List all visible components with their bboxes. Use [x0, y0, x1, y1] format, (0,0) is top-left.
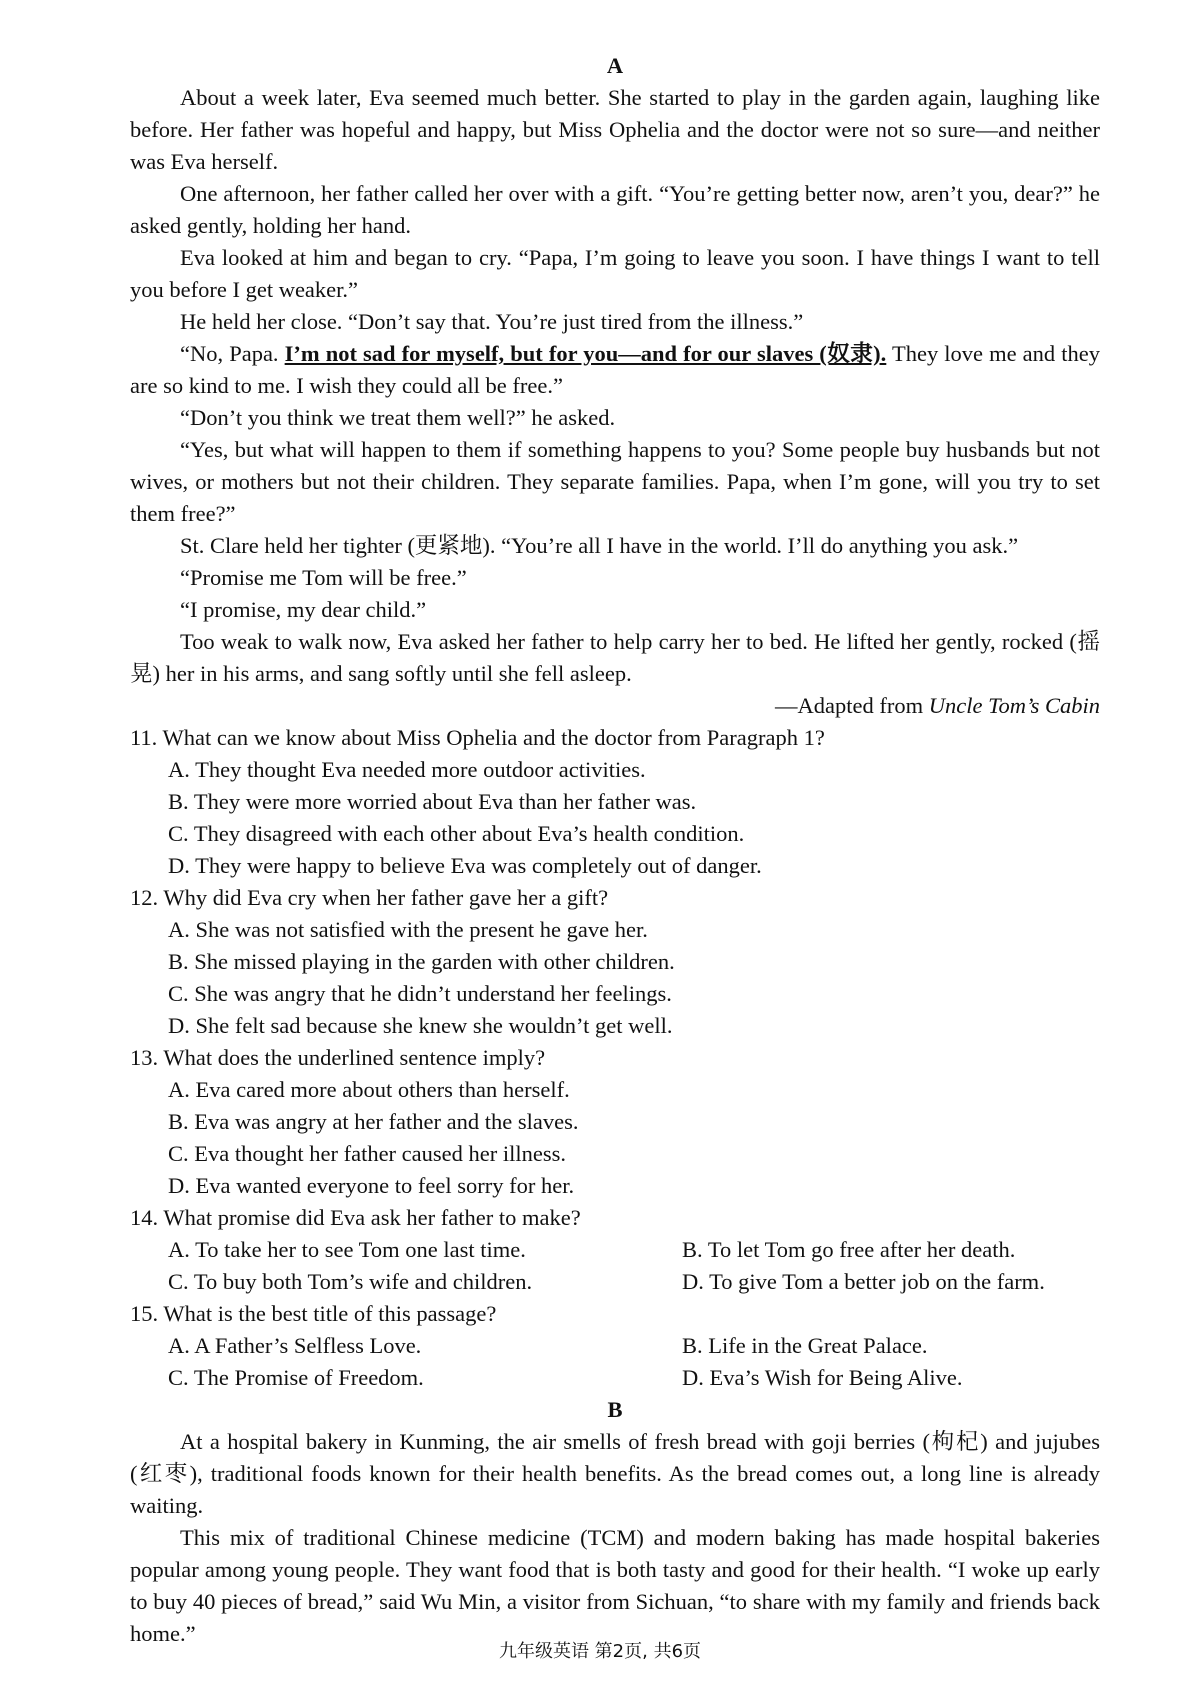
- question-12-option-b: B. She missed playing in the garden with other children.: [168, 949, 675, 974]
- passage-b-paragraph-1: At a hospital bakery in Kunming, the air smells of fresh bread with goji berries (枸杞) and jujubes (红枣), traditional foods known for their health benefits. As the bread comes out, a long line is already waiting.: [130, 1429, 1100, 1518]
- question-14-stem: 14. What promise did Eva ask her father to make?: [130, 1205, 581, 1230]
- question-12-option-c: C. She was angry that he didn’t understand her feelings.: [168, 981, 672, 1006]
- underlined-sentence: I’m not sad for myself, but for you—and for our slaves (奴隶).: [284, 341, 887, 366]
- question-14-options-row-2: [130, 1266, 1100, 1298]
- passage-a-paragraph-5: [130, 338, 1100, 402]
- question-13-option-b: B. Eva was angry at her father and the slaves.: [168, 1109, 579, 1134]
- passage-a-paragraph-7: “Yes, but what will happen to them if something happens to you? Some people buy husbands but not wives, or mothers but not their children. They separate families. Papa, when I’m gone, will you try to set them free?”: [130, 437, 1100, 526]
- question-15-options-row-2: [130, 1362, 1100, 1394]
- question-13-option-d: D. Eva wanted everyone to feel sorry for her.: [168, 1173, 575, 1198]
- question-15-option-b: B. Life in the Great Palace.: [682, 1333, 928, 1358]
- passage-a-paragraph-1: About a week later, Eva seemed much better. She started to play in the garden again, laughing like before. Her father was hopeful and happy, but Miss Ophelia and the doctor were not so sure—and neither was Eva herself.: [130, 85, 1100, 174]
- question-11-option-a: A. They thought Eva needed more outdoor activities.: [168, 757, 646, 782]
- section-a-title: A: [606, 53, 624, 78]
- question-11-stem: 11. What can we know about Miss Ophelia and the doctor from Paragraph 1?: [130, 725, 825, 750]
- question-13-option-c: C. Eva thought her father caused her illness.: [168, 1141, 567, 1166]
- question-14-option-c: C. To buy both Tom’s wife and children.: [168, 1269, 533, 1294]
- question-15-option-c: C. The Promise of Freedom.: [168, 1365, 424, 1390]
- question-15-option-a: A. A Father’s Selfless Love.: [168, 1333, 422, 1358]
- passage-a-paragraph-4: He held her close. “Don’t say that. You’re just tired from the illness.”: [180, 309, 804, 334]
- passage-a-paragraph-2: One afternoon, her father called her over with a gift. “You’re getting better now, aren’t you, dear?” he asked gently, holding her hand.: [130, 181, 1100, 238]
- question-11-option-c: C. They disagreed with each other about Eva’s health condition.: [168, 821, 745, 846]
- paragraph-5-end: They love me and they are so kind to me. I wish they could all be free.”: [130, 341, 1100, 398]
- paragraph-5-start: “No, Papa.: [180, 341, 285, 366]
- source-book-title: Uncle Tom’s Cabin: [928, 693, 1100, 718]
- question-14-option-a: A. To take her to see Tom one last time.: [168, 1237, 526, 1262]
- question-11-option-b: B. They were more worried about Eva than her father was.: [168, 789, 697, 814]
- passage-a-paragraph-10: “I promise, my dear child.”: [180, 597, 427, 622]
- page-content: [130, 50, 1100, 1650]
- question-15-option-d: D. Eva’s Wish for Being Alive.: [682, 1365, 963, 1390]
- question-13-stem: 13. What does the underlined sentence imply?: [130, 1045, 546, 1070]
- question-12-option-d: D. She felt sad because she knew she wouldn’t get well.: [168, 1013, 673, 1038]
- section-b-title: B: [607, 1397, 623, 1422]
- passage-a-paragraph-8: St. Clare held her tighter (更紧地). “You’re all I have in the world. I’ll do anything you ask.”: [180, 533, 1019, 558]
- passage-a-paragraph-6: “Don’t you think we treat them well?” he asked.: [180, 405, 616, 430]
- question-12-stem: 12. Why did Eva cry when her father gave her a gift?: [130, 885, 609, 910]
- passage-a-paragraph-9: “Promise me Tom will be free.”: [180, 565, 467, 590]
- passage-a-paragraph-11: Too weak to walk now, Eva asked her father to help carry her to bed. He lifted her gently, rocked (摇晃) her in his arms, and sang softly until she fell asleep.: [130, 629, 1100, 686]
- question-14-option-b: B. To let Tom go free after her death.: [682, 1237, 1016, 1262]
- passage-a-paragraph-3: Eva looked at him and began to cry. “Papa, I’m going to leave you soon. I have things I want to tell you before I get weaker.”: [130, 245, 1100, 302]
- question-14-options-row-1: [130, 1234, 1100, 1266]
- question-12-option-a: A. She was not satisfied with the present he gave her.: [168, 917, 648, 942]
- question-13-option-a: A. Eva cared more about others than herself.: [168, 1077, 570, 1102]
- question-14-option-d: D. To give Tom a better job on the farm.: [682, 1269, 1045, 1294]
- passage-source: [130, 690, 1100, 722]
- page-footer: 九年级英语 第2页, 共6页: [498, 1641, 702, 1662]
- question-15-options-row-1: [130, 1330, 1100, 1362]
- source-prefix: —Adapted from: [775, 693, 929, 718]
- passage-b-paragraph-2: This mix of traditional Chinese medicine (TCM) and modern baking has made hospital bakeries popular among young people. They want food that is both tasty and good for their health. “I woke up early to buy 40 pieces of bread,” said Wu Min, a visitor from Sichuan, “to share with my family and friends back home.”: [130, 1525, 1100, 1646]
- question-11-option-d: D. They were happy to believe Eva was completely out of danger.: [168, 853, 762, 878]
- question-15-stem: 15. What is the best title of this passage?: [130, 1301, 497, 1326]
